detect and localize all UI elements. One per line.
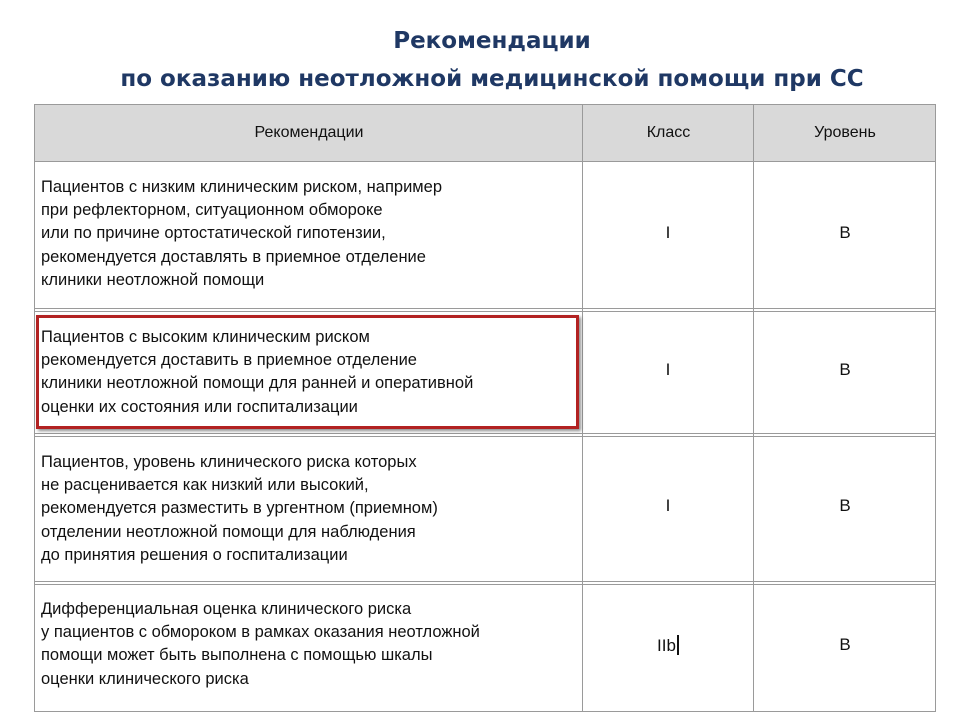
row-2-level: B [839,360,851,379]
column-divider [753,105,754,711]
row-divider [35,584,935,585]
recommendations-table [34,104,936,712]
header-level: Уровень [814,124,876,141]
row-divider [35,436,935,437]
row-3-class: I [665,496,671,515]
row-3-recommendation: Пациентов, уровень клинического риска которых не расценивается как низкий или высокий, рекомендуется разместить в ургентном (приемном) отделении неотложной помощи для наблюдения до принятия решения о госпитализации [41,453,438,564]
row-divider [35,433,935,434]
title-line-1: Рекомендации [393,28,591,54]
row-4-class-cell [583,635,753,656]
row-4-level: B [839,635,851,654]
header-class: Класс [646,124,691,141]
row-2-class: I [665,360,671,379]
title-line-2: по оказанию неотложной медицинской помощи при СС [120,66,864,92]
row-1-recommendation: Пациентов с низким клиническим риском, например при рефлекторном, ситуационном обмороке или по причине ортостатической гипотензии, рекомендуется доставлять в приемное отделение клиники неотложной помощи [41,178,442,289]
row-1-class: I [665,223,671,242]
column-divider [582,105,583,711]
row-divider [35,581,935,582]
row-divider [35,161,935,162]
row-2-recommendation: Пациентов с высоким клиническим риском рекомендуется доставить в приемное отделение клиники неотложной помощи для ранней и оперативной оценки их состояния или госпитализации [41,328,474,416]
table-header [35,105,935,161]
row-divider [35,308,935,309]
row-1-level: B [839,223,851,242]
header-recommendations: Рекомендации [254,124,364,141]
row-4-recommendation: Дифференциальная оценка клинического риска у пациентов с обмороком в рамках оказания неотложной помощи может быть выполнена с помощью шкалы оценки клинического риска [41,600,480,688]
row-4-class: IIb [657,636,676,655]
row-3-level: B [839,496,851,515]
row-divider [35,311,935,312]
page-title [0,22,960,98]
text-cursor [677,635,679,655]
